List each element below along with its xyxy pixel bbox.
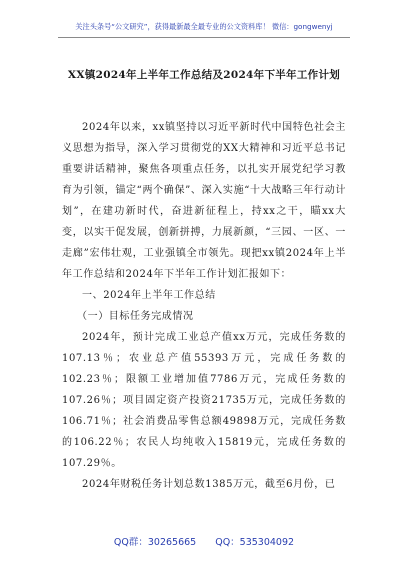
subsection-heading: （一）目标任务完成情况 [77, 311, 194, 322]
intro-paragraph: 2024年以来，xx镇坚持以习近平新时代中国特色社会主义思想为指导，深入学习贯彻党的XX大精神和习近平总书记重要讲话精神，聚焦各项重点任务，以扎实开展党纪学习教育为引领，锚定“两个确保”、深入实施“十大战略三年行动计划”，在建功新时代，奋进新征程上，持xx之干，瞄xx大变，以实干促发展，创新拼搏，力展新颜，“三园、一区、一走廊”宏伟壮观，工业强镇全市领先。现把xx镇2024年上半年工作总结和2024年下半年工作计划汇报如下： [62, 122, 346, 280]
header-divider [58, 37, 350, 38]
footer-contact: QQ群：30265665 QQ：535304092 [113, 537, 295, 548]
tax-paragraph: 2024年财税任务计划总数1385万元，截至6月份，已 [82, 479, 336, 490]
section-heading: 一、2024年上半年工作总结 [82, 290, 216, 301]
targets-paragraph: 2024年，预计完成工业总产值xx万元，完成任务数的107.13％；农业总产值55393万元，完成任务数的102.23％；限额工业增加值7786万元，完成任务数的107.26％；项目固定资产投资21735万元，完成任务数的106.71％；社会消费品零售总额49898万元，完成任务数的106.22％；农民人均纯收入15819元，完成任务数的107.29％。 [62, 332, 346, 469]
document-title: XX镇2024年上半年工作总结及2024年下半年工作计划 [67, 69, 341, 81]
document-body [62, 117, 346, 495]
header-promo-note: 关注头条号“公文研究”，获得最新最全最专业的公文资料库！ 微信：gongwenyj [75, 22, 333, 31]
